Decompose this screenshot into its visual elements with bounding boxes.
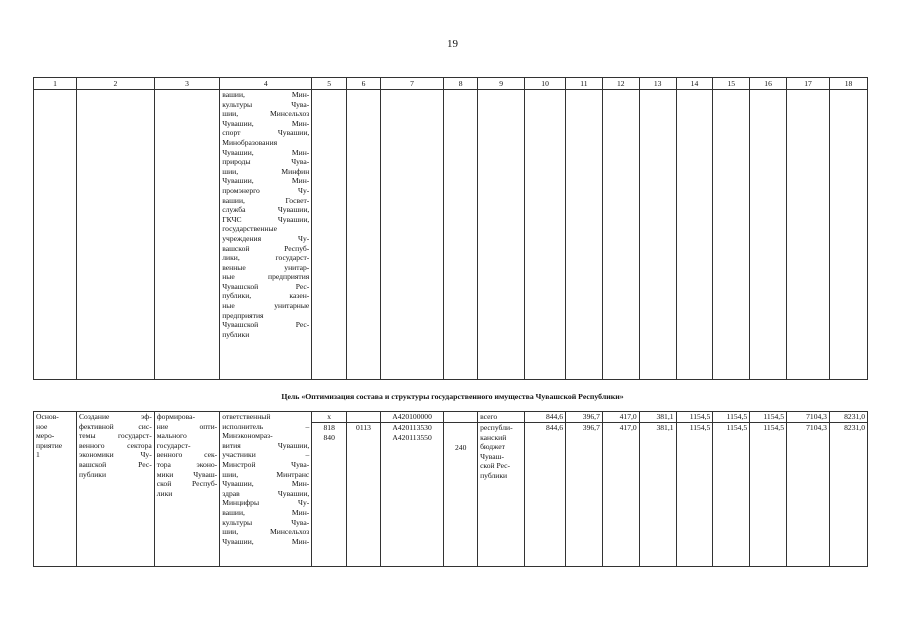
text-line: Чувашии, Мин- xyxy=(222,118,310,128)
text-line: Чувашии, Мин- xyxy=(222,176,310,186)
text-line: вашии, Мин- xyxy=(222,90,310,99)
cell: 0113 xyxy=(347,423,381,567)
cell: 1154,5 xyxy=(713,423,750,567)
cell xyxy=(154,90,219,380)
cell: 8231,0 xyxy=(829,412,867,423)
text-line: публики xyxy=(480,470,508,480)
header-row xyxy=(34,78,868,90)
text-line: вашии, Мин- xyxy=(222,507,310,517)
cell-line: 818 xyxy=(323,423,335,432)
text-line: ные унитарные xyxy=(222,301,310,311)
header-cell: 18 xyxy=(829,78,867,90)
cell-line: А420113550 xyxy=(392,432,432,442)
cell xyxy=(347,412,381,423)
cell xyxy=(312,90,347,380)
cell xyxy=(750,90,787,380)
cell xyxy=(380,423,443,567)
cell: 844,6 xyxy=(525,412,566,423)
cell xyxy=(347,90,381,380)
cell: А420100000 xyxy=(380,412,443,423)
text-line: венного сектора xyxy=(78,440,152,450)
text-line: Чувашии, Мин- xyxy=(222,536,310,546)
event-type-cell xyxy=(34,412,77,567)
cell: 7104,3 xyxy=(787,412,830,423)
top-table xyxy=(33,77,868,380)
cell xyxy=(525,90,566,380)
text-line: ГКЧС Чувашии, xyxy=(222,214,310,224)
cell: 1154,5 xyxy=(713,412,750,423)
cell xyxy=(713,90,750,380)
text-line: республи- xyxy=(480,423,513,432)
text-line: культуры Чува- xyxy=(222,517,310,527)
cell: x xyxy=(312,412,347,423)
text-line: вашской Рес- xyxy=(78,459,152,469)
text-line: промэнерго Чу- xyxy=(222,185,310,195)
header-cell: 11 xyxy=(566,78,603,90)
text-line: венного сек- xyxy=(156,450,218,460)
text-line: вашии, Госвет- xyxy=(222,195,310,205)
cell: 1154,5 xyxy=(750,412,787,423)
text-line: венные унитар- xyxy=(222,262,310,272)
cell xyxy=(380,90,443,380)
cell xyxy=(829,90,867,380)
text-line: природы Чува- xyxy=(222,157,310,167)
header-cell: 9 xyxy=(478,78,525,90)
text-line: предприятия xyxy=(222,310,264,320)
text-line: шии, Минфин xyxy=(222,166,310,176)
text-line: участники – xyxy=(222,450,310,460)
text-line: Чувашской Рес- xyxy=(222,281,310,291)
header-cell: 1 xyxy=(34,78,77,90)
text-line: исполнитель – xyxy=(222,421,310,431)
event-name-cell xyxy=(76,412,154,567)
cell-line: А420113530 xyxy=(392,423,432,432)
text-line: спорт Чувашии, xyxy=(222,128,310,138)
text-line: ской Рес- xyxy=(480,461,511,471)
text-line: бюджет xyxy=(480,442,505,452)
cell xyxy=(444,412,478,423)
text-line: ответственный xyxy=(222,412,271,421)
text-line: публики xyxy=(78,469,107,479)
header-cell: 12 xyxy=(602,78,639,90)
cell: всего xyxy=(478,412,525,423)
text-line: Чувашии, Мин- xyxy=(222,147,310,157)
text-line: канский xyxy=(480,432,507,442)
text-line: ные предприятия xyxy=(222,272,310,282)
cell xyxy=(312,423,347,567)
text-line: учреждения Чу- xyxy=(222,233,310,243)
cell xyxy=(639,90,676,380)
table-row xyxy=(34,412,868,423)
header-cell: 10 xyxy=(525,78,566,90)
text-line: Минцифры Чу- xyxy=(222,498,310,508)
text-line: публики xyxy=(222,329,250,339)
task-cell xyxy=(154,412,219,567)
text-line: приятие xyxy=(36,440,63,450)
cell xyxy=(602,90,639,380)
text-line: мального xyxy=(156,431,187,441)
header-cell: 7 xyxy=(380,78,443,90)
text-line: здрав Чувашии, xyxy=(222,488,310,498)
cell: 240 xyxy=(444,423,478,567)
executors-cell xyxy=(220,412,312,567)
text-line: 1 xyxy=(36,450,40,460)
cell: 1154,5 xyxy=(750,423,787,567)
cell: 396,7 xyxy=(566,423,603,567)
text-line: шии, Минсельхоз xyxy=(222,109,310,119)
header-cell: 4 xyxy=(220,78,312,90)
text-line: Минобразования xyxy=(222,137,278,147)
text-line: ное xyxy=(36,421,48,431)
cell xyxy=(478,90,525,380)
text-line: темы государст- xyxy=(78,431,152,441)
text-line: Чувашии, Мин- xyxy=(222,479,310,489)
text-line: ние опти- xyxy=(156,421,218,431)
executors-cell xyxy=(220,90,312,380)
text-line: лики xyxy=(156,488,173,498)
header-cell: 14 xyxy=(676,78,713,90)
cell: 381,1 xyxy=(639,412,676,423)
text-line: мики Чуваш- xyxy=(156,469,218,479)
text-line: Создание эф- xyxy=(78,412,152,421)
header-cell: 6 xyxy=(347,78,381,90)
executors-text xyxy=(222,90,309,339)
text-line: вашской Респуб- xyxy=(222,243,310,253)
header-cell: 16 xyxy=(750,78,787,90)
cell xyxy=(676,90,713,380)
text-line: меро- xyxy=(36,431,55,441)
text-line: культуры Чува- xyxy=(222,99,310,109)
text-line: шии, Минтранс xyxy=(222,469,310,479)
text-line: шии, Минсельхоз xyxy=(222,527,310,537)
cell: 1154,5 xyxy=(676,412,713,423)
text-line: публики, казен- xyxy=(222,291,310,301)
text-line: тора эконо- xyxy=(156,459,218,469)
header-cell: 15 xyxy=(713,78,750,90)
text-line: фективной сис- xyxy=(78,421,152,431)
text-line: ской Респуб- xyxy=(156,479,218,489)
header-cell: 5 xyxy=(312,78,347,90)
cell: 417,0 xyxy=(602,423,639,567)
cell: 417,0 xyxy=(602,412,639,423)
header-cell: 2 xyxy=(76,78,154,90)
cell: 1154,5 xyxy=(676,423,713,567)
text-line: Чувашской Рес- xyxy=(222,320,310,330)
cell: 381,1 xyxy=(639,423,676,567)
text-line: вития Чувашии, xyxy=(222,440,310,450)
text-line: государст- xyxy=(156,440,191,450)
cell xyxy=(444,90,478,380)
text-line: Минэкономраз- xyxy=(222,431,273,441)
cell: 7104,3 xyxy=(787,423,830,567)
text-line: Основ- xyxy=(36,412,59,421)
bottom-table xyxy=(33,411,868,567)
cell xyxy=(34,90,77,380)
text-line: государственные xyxy=(222,224,277,234)
goal-title: Цель «Оптимизация состава и структуры государственного имущества Чувашской Республики» xyxy=(281,392,624,401)
text-line: Минстрой Чува- xyxy=(222,459,310,469)
header-cell: 13 xyxy=(639,78,676,90)
text-line: Чуваш- xyxy=(480,451,505,461)
cell: 844,6 xyxy=(525,423,566,567)
text-line: формирова- xyxy=(156,412,195,421)
header-cell: 3 xyxy=(154,78,219,90)
cell xyxy=(787,90,830,380)
cell-line: 840 xyxy=(323,432,335,442)
text-line: лики, государст- xyxy=(222,253,310,263)
cell xyxy=(478,423,525,567)
text-line: служба Чувашии, xyxy=(222,205,310,215)
cell xyxy=(566,90,603,380)
header-cell: 17 xyxy=(787,78,830,90)
text-line: экономики Чу- xyxy=(78,450,152,460)
header-cell: 8 xyxy=(444,78,478,90)
page-number: 19 xyxy=(447,38,458,50)
cell: 8231,0 xyxy=(829,423,867,567)
cell xyxy=(76,90,154,380)
table-row xyxy=(34,90,868,380)
cell: 396,7 xyxy=(566,412,603,423)
